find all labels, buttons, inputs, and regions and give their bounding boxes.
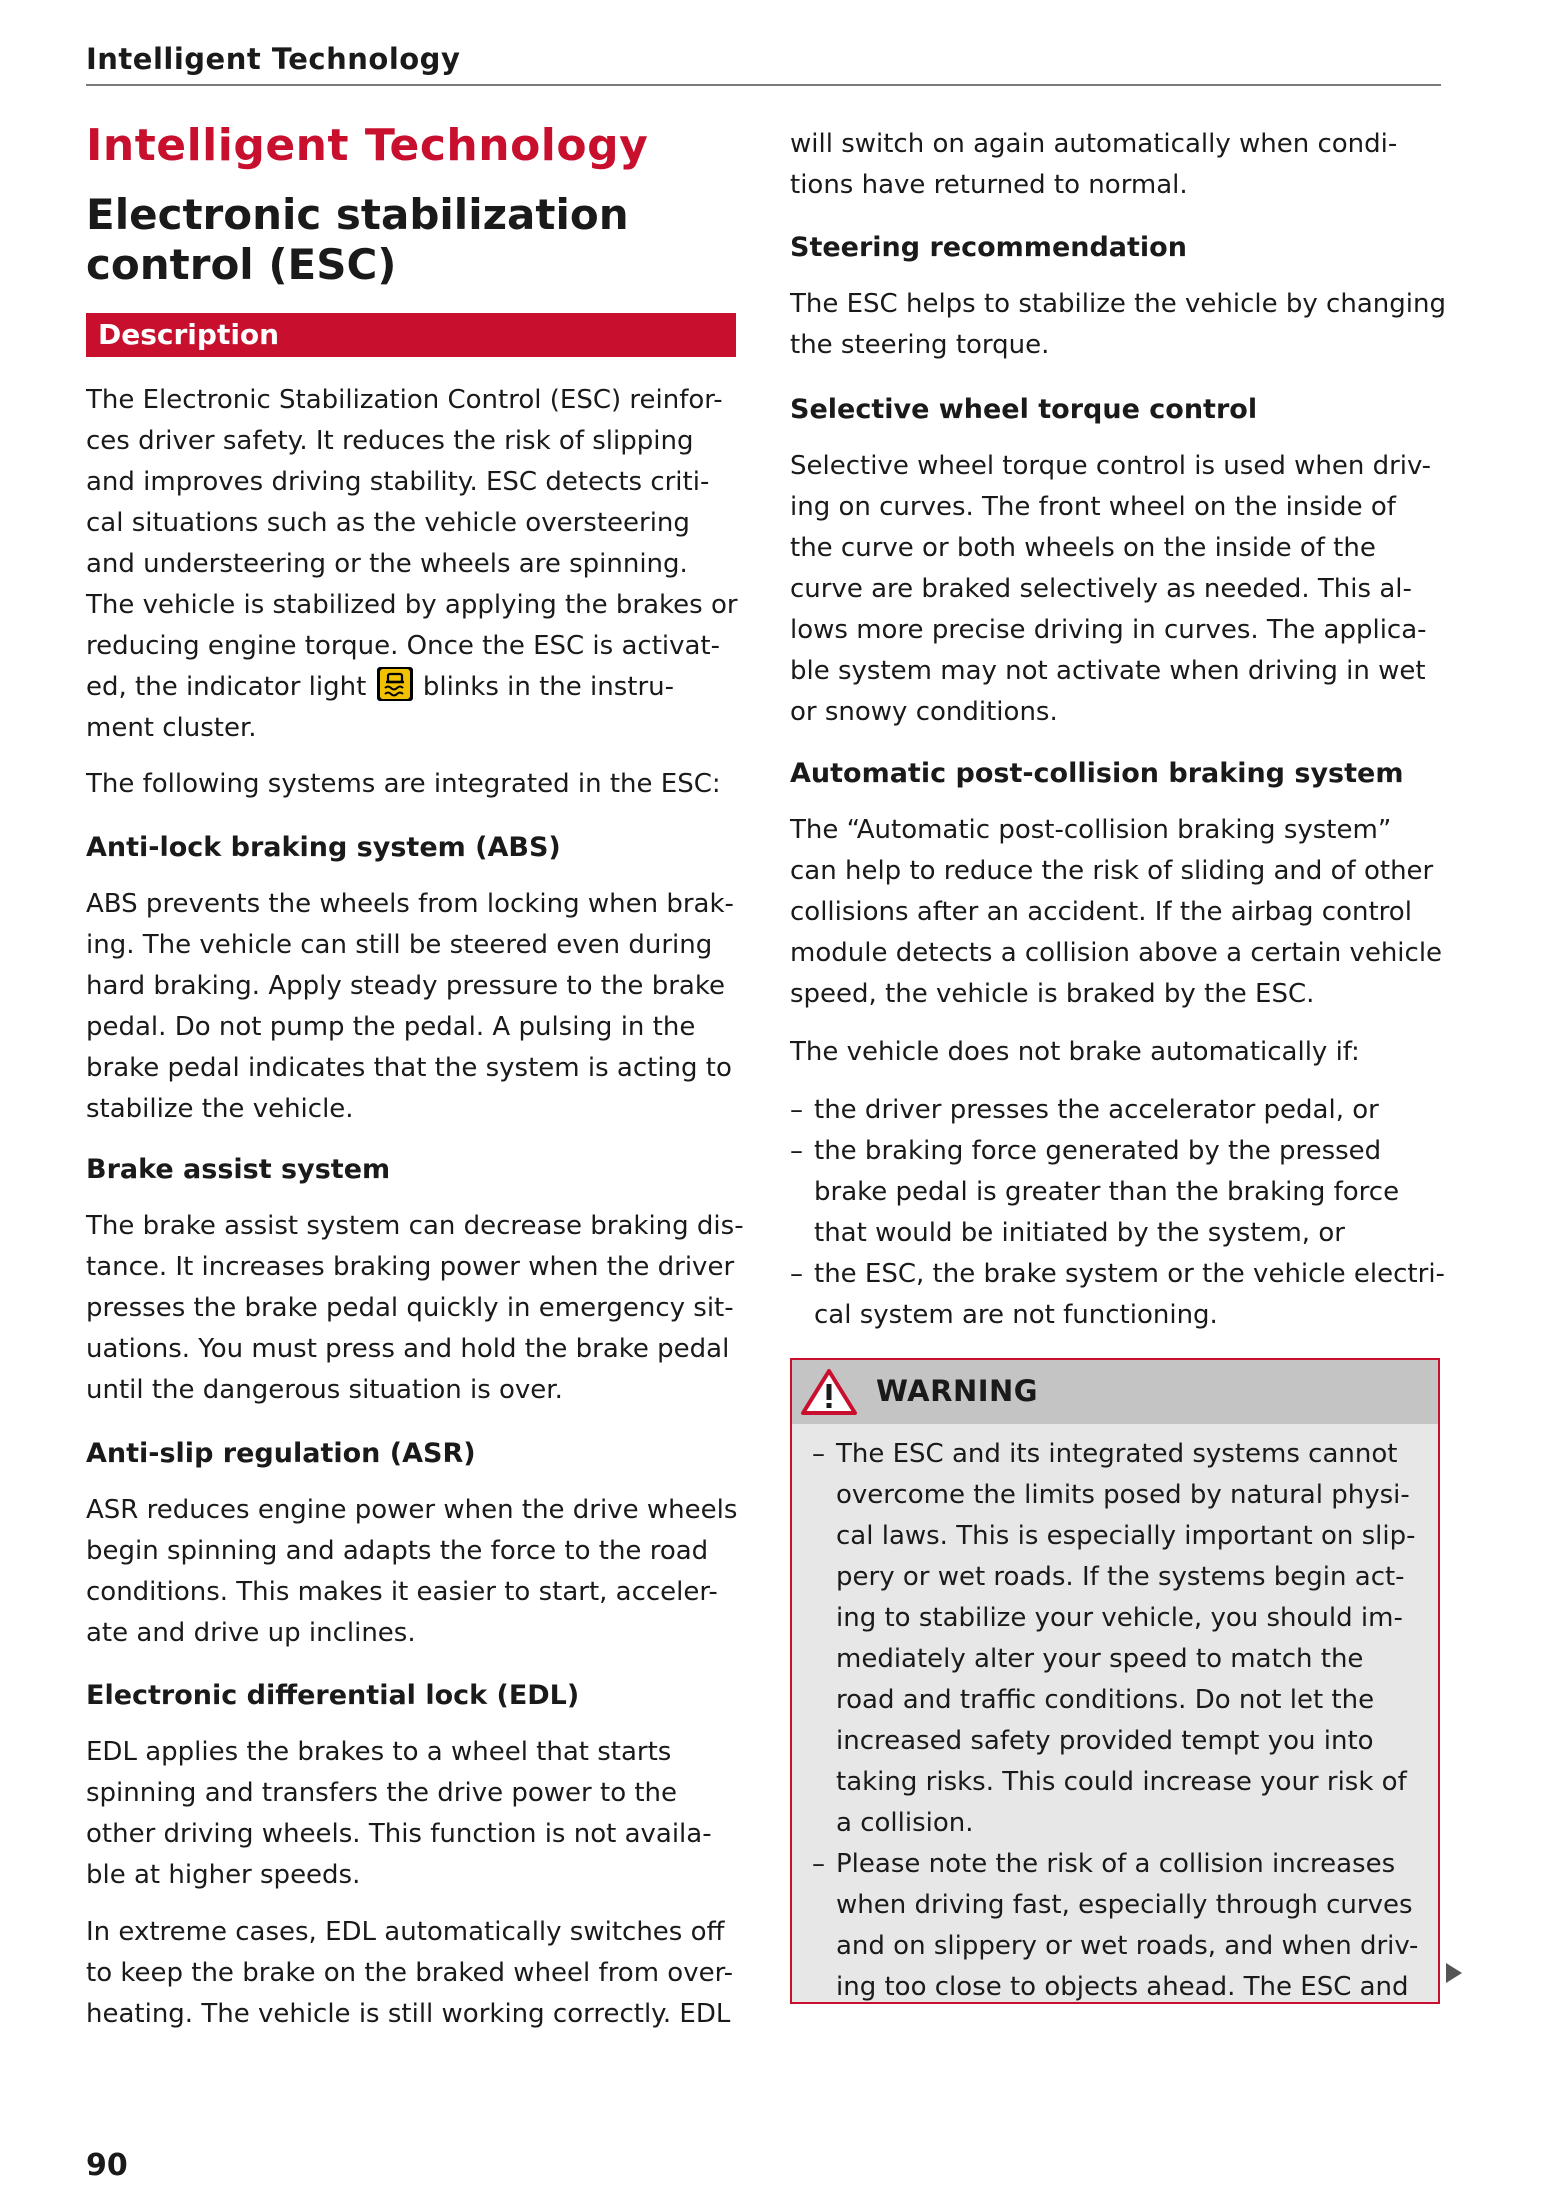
text-line: and improves driving stability. ESC detects criti-	[86, 467, 710, 497]
asr-heading: Anti-slip regulation (ASR)	[86, 1438, 476, 1469]
text-line: blinks in the instru-	[422, 672, 675, 702]
brake-assist-paragraph	[86, 1206, 744, 1411]
text-line: ble at higher speeds.	[86, 1860, 361, 1890]
text-line: overcome the limits posed by natural physi-	[836, 1480, 1410, 1510]
text-line: spinning and transfers the drive power to the	[86, 1778, 678, 1808]
section-title-line: Electronic stabilization	[86, 190, 629, 239]
edl-paragraph	[86, 1732, 736, 1896]
text-line: Please note the risk of a collision increases	[836, 1849, 1396, 1879]
text-line: ble system may not activate when driving in wet	[790, 656, 1426, 686]
text-line: brake pedal indicates that the system is acting to	[86, 1053, 732, 1083]
section-title-line: control (ESC)	[86, 240, 397, 289]
text-line: ASR reduces engine power when the drive wheels	[86, 1495, 738, 1525]
text-line: speed, the vehicle is braked by the ESC.	[790, 979, 1315, 1009]
text-line: pery or wet roads. If the systems begin act-	[836, 1562, 1405, 1592]
post-collision-heading: Automatic post-collision braking system	[790, 758, 1404, 789]
text-line: cal situations such as the vehicle oversteering	[86, 508, 690, 538]
text-line: stabilize the vehicle.	[86, 1094, 354, 1124]
section-title	[86, 190, 629, 290]
steering-heading: Steering recommendation	[790, 232, 1187, 263]
text-line: will switch on again automatically when condi-	[790, 129, 1398, 159]
selective-torque-paragraph	[790, 446, 1440, 733]
list-item	[790, 1254, 1445, 1336]
text-line: begin spinning and adapts the force to the road	[86, 1536, 709, 1566]
continue-arrow-icon	[1446, 1963, 1462, 1983]
warning-label: WARNING	[876, 1374, 1039, 1408]
description-bar: Description	[86, 313, 736, 357]
steering-paragraph	[790, 284, 1446, 366]
esc-indicator-icon	[377, 667, 413, 701]
text-line: the ESC, the brake system or the vehicle electri-	[814, 1259, 1445, 1289]
text-line: or snowy conditions.	[790, 697, 1058, 727]
running-header: Intelligent Technology	[86, 42, 461, 76]
edl-extreme-paragraph	[86, 1912, 736, 2035]
text-line: collisions after an accident. If the airbag control	[790, 897, 1412, 927]
text-line: ing to stabilize your vehicle, you should im-	[836, 1603, 1403, 1633]
text-line: to keep the brake on the braked wheel from over-	[86, 1958, 734, 1988]
text-line: when driving fast, especially through curves	[836, 1890, 1413, 1920]
text-line: until the dangerous situation is over.	[86, 1375, 563, 1405]
list-item	[812, 1844, 1432, 2008]
text-line: curve are braked selectively as needed. This al-	[790, 574, 1412, 604]
text-line: ces driver safety. It reduces the risk of slipping	[86, 426, 694, 456]
text-line: lows more precise driving in curves. The applica-	[790, 615, 1427, 645]
text-line: ed, the indicator light	[86, 672, 367, 702]
text-line: can help to reduce the risk of sliding and of other	[790, 856, 1434, 886]
warning-triangle-icon	[800, 1368, 858, 1416]
dash-bullet: –	[790, 1136, 803, 1166]
text-line: ABS prevents the wheels from locking when brak-	[86, 889, 734, 919]
text-line: that would be initiated by the system, or	[814, 1218, 1345, 1248]
dash-bullet: –	[812, 1439, 825, 1469]
text-line: Selective wheel torque control is used when driv-	[790, 451, 1432, 481]
text-line: uations. You must press and hold the brake pedal	[86, 1334, 730, 1364]
text-line: tance. It increases braking power when the driver	[86, 1252, 735, 1282]
text-line: brake pedal is greater than the braking force	[814, 1177, 1400, 1207]
edl-continued-paragraph	[790, 124, 1440, 206]
text-line: reducing engine torque. Once the ESC is activat-	[86, 631, 721, 661]
text-line: The Electronic Stabilization Control (ESC) reinfor-	[86, 385, 723, 415]
dash-bullet: –	[790, 1259, 803, 1289]
text-line: module detects a collision above a certain vehicle	[790, 938, 1443, 968]
warning-list	[812, 1434, 1432, 2008]
text-line: the steering torque.	[790, 330, 1050, 360]
text-line: presses the brake pedal quickly in emergency sit-	[86, 1293, 734, 1323]
warning-box	[790, 1358, 1440, 2004]
list-item	[790, 1090, 1440, 1131]
brake-assist-heading: Brake assist system	[86, 1154, 391, 1185]
text-line: tions have returned to normal.	[790, 170, 1188, 200]
text-line: hard braking. Apply steady pressure to the brake	[86, 971, 725, 1001]
text-line: road and traffic conditions. Do not let the	[836, 1685, 1375, 1715]
text-line: cal system are not functioning.	[814, 1300, 1218, 1330]
text-line: ing. The vehicle can still be steered even during	[86, 930, 713, 960]
page-number: 90	[86, 2148, 128, 2183]
text-line: The “Automatic post-collision braking system”	[790, 815, 1392, 845]
text-line: EDL applies the brakes to a wheel that starts	[86, 1737, 672, 1767]
asr-paragraph	[86, 1490, 736, 1654]
text-line: a collision.	[836, 1808, 974, 1838]
text-line: heating. The vehicle is still working correctly. EDL	[86, 1999, 731, 2029]
text-line: The brake assist system can decrease braking dis-	[86, 1211, 744, 1241]
selective-torque-heading: Selective wheel torque control	[790, 394, 1258, 425]
abs-paragraph	[86, 884, 736, 1130]
text-line: other driving wheels. This function is not availa-	[86, 1819, 712, 1849]
conditions-list	[790, 1090, 1445, 1336]
text-line: the driver presses the accelerator pedal, or	[814, 1095, 1379, 1125]
text-line: conditions. This makes it easier to start, acceler-	[86, 1577, 718, 1607]
chapter-title: Intelligent Technology	[86, 120, 649, 171]
text-line: and on slippery or wet roads, and when driv-	[836, 1931, 1419, 1961]
dash-bullet: –	[790, 1095, 803, 1125]
text-line: taking risks. This could increase your risk of	[836, 1767, 1407, 1797]
text-line: pedal. Do not pump the pedal. A pulsing in the	[86, 1012, 696, 1042]
text-line: The ESC and its integrated systems cannot	[836, 1439, 1398, 1469]
text-line: the braking force generated by the pressed	[814, 1136, 1382, 1166]
text-line: mediately alter your speed to match the	[836, 1644, 1364, 1674]
text-line: The ESC helps to stabilize the vehicle by changing	[790, 289, 1446, 319]
text-line: ment cluster.	[86, 713, 257, 743]
not-brake-line: The vehicle does not brake automatically if:	[790, 1037, 1360, 1067]
post-collision-paragraph	[790, 810, 1443, 1015]
text-line: and understeering or the wheels are spinning.	[86, 549, 688, 579]
text-line: The vehicle is stabilized by applying the brakes or	[86, 590, 738, 620]
text-line: ing too close to objects ahead. The ESC and	[836, 1972, 1409, 2002]
warning-header	[792, 1360, 1438, 1424]
text-line: cal laws. This is especially important on slip-	[836, 1521, 1416, 1551]
list-item	[790, 1131, 1440, 1254]
integrated-systems-line: The following systems are integrated in the ESC:	[86, 769, 721, 799]
intro-paragraph	[86, 380, 736, 749]
header-rule	[86, 84, 1441, 86]
text-line: ate and drive up inclines.	[86, 1618, 416, 1648]
dash-bullet: –	[812, 1849, 825, 1879]
text-line: increased safety provided tempt you into	[836, 1726, 1374, 1756]
abs-heading: Anti-lock braking system (ABS)	[86, 832, 561, 863]
text-line: In extreme cases, EDL automatically switches off	[86, 1917, 725, 1947]
text-line: ing on curves. The front wheel on the inside of	[790, 492, 1396, 522]
edl-heading: Electronic differential lock (EDL)	[86, 1680, 580, 1711]
list-item	[812, 1434, 1432, 1844]
text-line: the curve or both wheels on the inside of the	[790, 533, 1376, 563]
